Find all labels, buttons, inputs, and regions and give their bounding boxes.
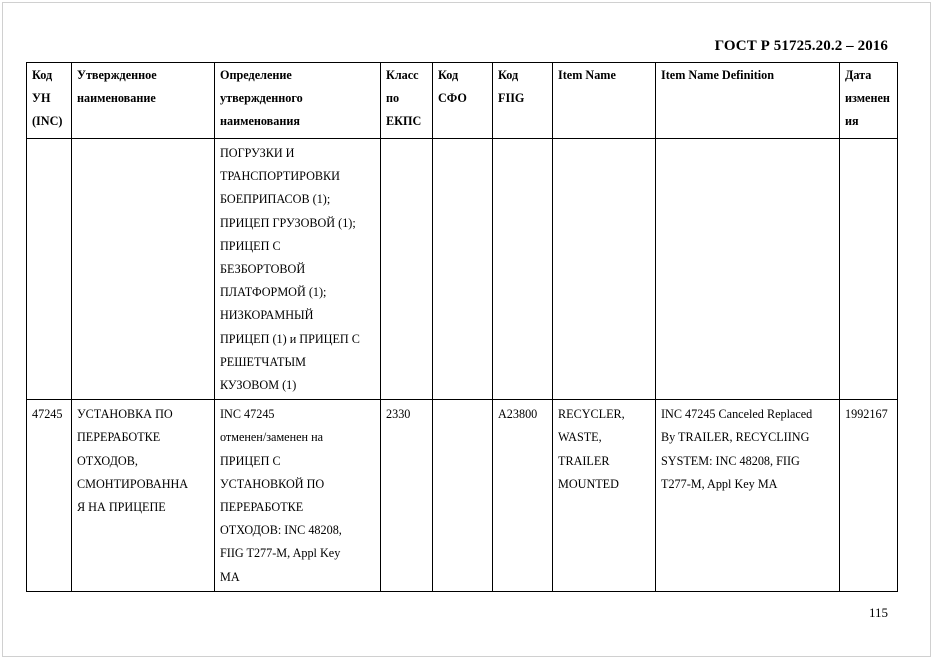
cell-definition: ПОГРУЗКИ И ТРАНСПОРТИРОВКИ БОЕПРИПАСОВ (1); ПРИЦЕП ГРУЗОВОЙ (1); ПРИЦЕП С БЕЗБОРТОВОЙ ПЛАТФОРМОЙ (1); НИЗКОРАМНЫЙ ПРИЦЕП (1) и ПРИЦЕП С РЕШЕТЧАТЫМ КУЗОВОМ (1) — [215, 139, 381, 400]
cell-sfo-code — [433, 139, 493, 400]
cell-inc: 47245 — [27, 400, 72, 592]
cell-ekps-class — [381, 139, 433, 400]
header-inc-code: Код УН (INC) — [27, 63, 72, 139]
classification-table — [26, 62, 898, 592]
cell-item-name — [553, 139, 656, 400]
cell-definition: INC 47245 отменен/заменен на ПРИЦЕП С УСТАНОВКОЙ ПО ПЕРЕРАБОТКЕ ОТХОДОВ: INC 48208, FIIG T277-M, Appl Key MA — [215, 400, 381, 592]
cell-inc — [27, 139, 72, 400]
table-row — [27, 139, 898, 400]
cell-approved-name: УСТАНОВКА ПО ПЕРЕРАБОТКЕ ОТХОДОВ, СМОНТИРОВАННА Я НА ПРИЦЕПЕ — [72, 400, 215, 592]
header-item-name: Item Name — [553, 63, 656, 139]
header-approved-name: Утвержденное наименование — [72, 63, 215, 139]
document-standard-header: ГОСТ Р 51725.20.2 – 2016 — [714, 38, 888, 54]
table-row — [27, 400, 898, 592]
page-number: 115 — [868, 605, 888, 620]
cell-ekps-class: 2330 — [381, 400, 433, 592]
cell-fiig-code — [493, 139, 553, 400]
header-fiig-code: Код FIIG — [493, 63, 553, 139]
cell-sfo-code — [433, 400, 493, 592]
header-change-date: Дата изменен ия — [840, 63, 898, 139]
header-definition: Определение утвержденного наименования — [215, 63, 381, 139]
cell-item-name: RECYCLER, WASTE, TRAILER MOUNTED — [553, 400, 656, 592]
cell-change-date: 1992167 — [840, 400, 898, 592]
cell-change-date — [840, 139, 898, 400]
cell-item-name-definition: INC 47245 Canceled Replaced By TRAILER, RECYCLIING SYSTEM: INC 48208, FIIG T277-M, Appl Key MA — [656, 400, 840, 592]
cell-fiig-code: A23800 — [493, 400, 553, 592]
header-sfo-code: Код СФО — [433, 63, 493, 139]
header-ekps-class: Класс по ЕКПС — [381, 63, 433, 139]
table-header-row — [27, 63, 898, 139]
cell-approved-name — [72, 139, 215, 400]
cell-item-name-definition — [656, 139, 840, 400]
header-item-name-definition: Item Name Definition — [656, 63, 840, 139]
